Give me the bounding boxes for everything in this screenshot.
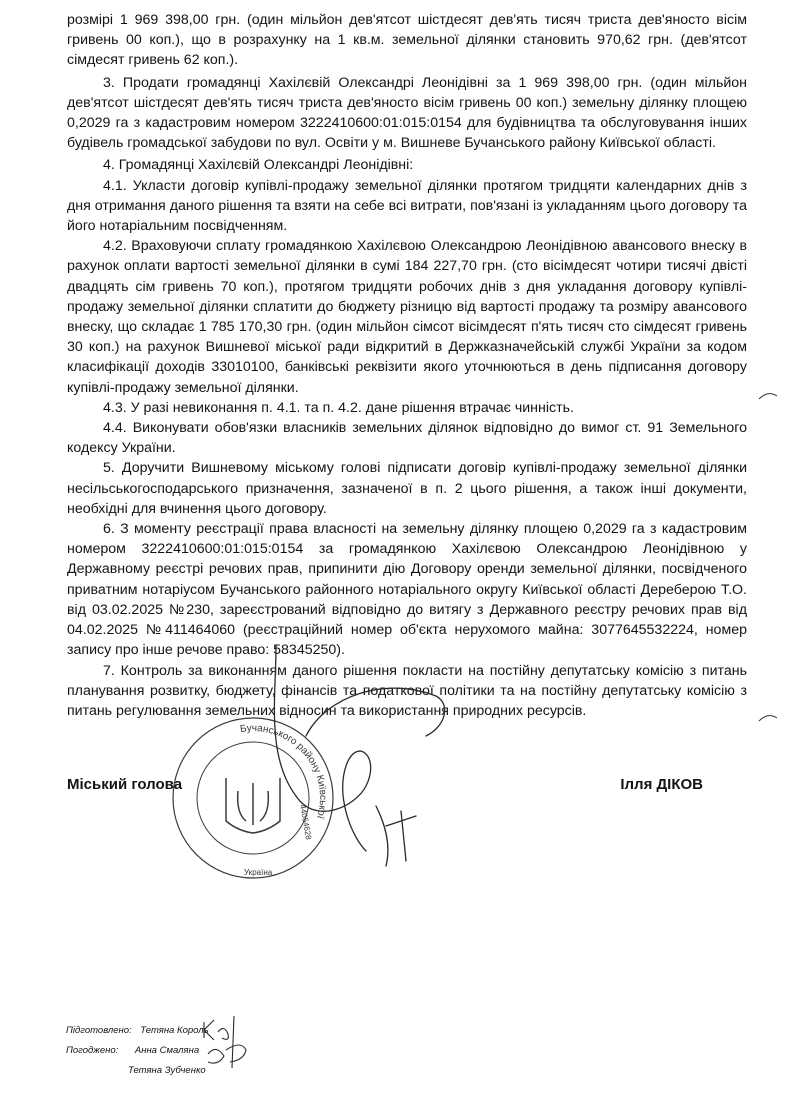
- initials-signature: [196, 1010, 256, 1070]
- svg-text:Бучанського району Київської: Бучанського району Київської: [239, 722, 329, 820]
- approved-name-2: Тетяна Зубченко: [128, 1065, 206, 1076]
- paragraph-4: 4. Громадянці Хахілєвій Олександрі Леонідівні:: [103, 157, 414, 174]
- paragraph-4-2: 4.2. Враховуючи сплату громадянкою Хахілєвою Олександрою Леонідівною авансового внеску в рахунок оплати вартості земельної ділянки в сумі 184 227,70 грн. (сто вісімдесят чотири тисячі двісті двадцять сім гривень 70 коп.), протягом тридцяти робочих днів з дня укладання договору купівлі-продажу земельної ділянки сплатити до бюджету різницю від вартості продажу та розміру авансового внеску, що складає 1 785 170,30 грн. (один мільйон сімсот вісімдесят п'ять тисяч сто сімдесят гривень 30 коп.) на рахунок Вишневої міської ради відкритий в Держказначейській службі України за кодом класифікації доходів 33010100, банківські реквізити якого уточнюються в день підписання договору купівлі-продажу земельної ділянки.: [67, 238, 747, 396]
- paragraph-4-4: 4.4. Виконувати обов'язки власників земельних ділянок відповідно до вимог ст. 91 Земельного кодексу України.: [67, 420, 747, 457]
- svg-text:44054628: 44054628: [298, 803, 314, 841]
- paragraph-6: 6. З моменту реєстрації права власності на земельну ділянку площею 0,2029 га з кадастровим номером 3222410600:01:015:0154 за громадянкою Хахілєвою Олександрою Леонідівною у Державному реєстрі речових прав, припинити дію Договору оренди земельної ділянки, посвідченого приватним нотаріусом Бучанського районного нотаріального округу Київської області Дереберою Т.О. від 03.02.2025 №230, зареєстрований відповідно до витягу з Державного реєстру речових прав від 04.02.2025 №411464060 (реєстраційний номер об'єкта нерухомого майна: 3077645532224, номер запису про інше речове право: 58345250).: [67, 521, 747, 659]
- paragraph-7: 7. Контроль за виконанням даного рішення покласти на постійну депутатську комісію з питань планування розвитку, бюджету, фінансів та податкової політики та на постійну депутатську комісію з питань регулювання земельних відносин та використання природних ресурсів.: [67, 662, 747, 719]
- margin-mark-icon: [758, 390, 778, 400]
- approved-name-1: Анна Смаляна: [134, 1045, 200, 1056]
- svg-text:Україна: Україна: [244, 868, 273, 877]
- signature-ink: [236, 636, 476, 876]
- mayor-name: Ілля ДІКОВ: [620, 776, 703, 793]
- paragraph-4-1: 4.1. Укласти договір купівлі-продажу земельної ділянки протягом тридцяти календарних днів з дня отримання даного рішення та взяти на себе всі витрати, пов'язані із укладанням цього договору та його нотаріальним посвідченням.: [67, 177, 747, 235]
- mayor-title: Міський голова: [67, 776, 183, 793]
- paragraph-3: 3. Продати громадянці Хахілєвій Олександрі Леонідівні за 1 969 398,00 грн. (один мільйон дев'ятсот шістдесят дев'ять тисяч триста дев'яносто вісім гривень 00 коп.) земельну ділянку площею 0,2029 га з кадастровим номером 3222410600:01:015:0154 для будівництва та обслуговування інших будівель громадської забудови по вул. Освіти у м. Вишневе Бучанського району Київської області.: [67, 74, 747, 152]
- margin-mark-icon: [758, 712, 778, 722]
- paragraph-5: 5. Доручити Вишневому міському голові підписати договір купівлі-продажу земельної ділянки несільськогосподарського призначення, зазначеної в п. 2 цього рішення, а також інші документи, необхідні для вчинення цього договору.: [67, 460, 747, 517]
- decision-body: [67, 10, 747, 721]
- prepared-name: Тетяна Король: [140, 1025, 209, 1036]
- paragraph-price: розмірі 1 969 398,00 грн. (один мільйон дев'ятсот шістдесят дев'ять тисяч триста дев'яносто вісім гривень 00 коп.), що в розрахунку на 1 кв.м. земельної ділянки становить 970,62 грн. (дев'ятсот сімдесят гривень 62 коп.).: [67, 12, 747, 69]
- prepared-label: Підготовлено:: [66, 1025, 132, 1036]
- paragraph-4-3: 4.3. У разі невиконання п. 4.1. та п. 4.2. дане рішення втрачає чинність.: [103, 399, 574, 416]
- approved-label: Погоджено:: [66, 1045, 119, 1056]
- approval-footer: [66, 1021, 209, 1081]
